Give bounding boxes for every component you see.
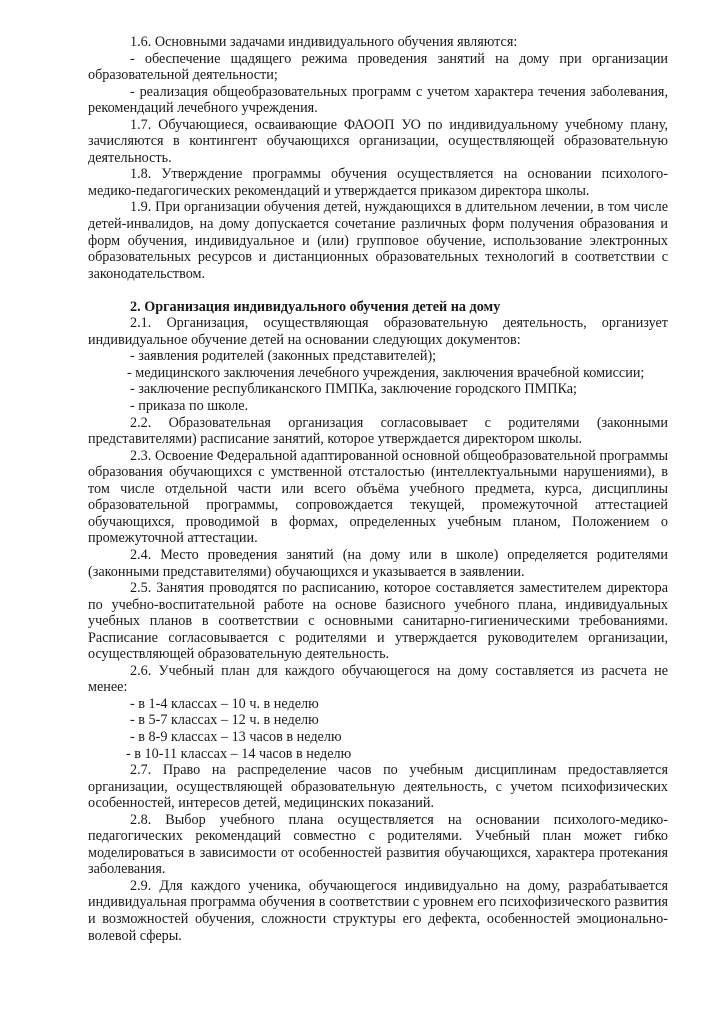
paragraph-1-6: 1.6. Основными задачами индивидуального обучения являются: [130,34,518,50]
section-2-heading: 2. Организация индивидуального обучения детей на дому [130,298,501,315]
paragraph-2-7: 2.7. Право на распределение часов по учебным дисциплинам предоставляется организации, осуществляющей образовательную деятельность, с учетом психофизических особенностей, интересов детей, медицинских показаний. [88,762,668,812]
paragraph-2-4: 2.4. Место проведения занятий (на дому или в школе) определяется родителями (законными представителями) обучающихся и указывается в заявлении. [88,546,668,580]
paragraph-1-8: 1.8. Утверждение программы обучения осуществляется на основании психолого-медико-педагогических рекомендаций и утверждается приказом директора школы. [88,166,668,199]
paragraph-2-3: 2.3. Освоение Федеральной адаптированной основной общеобразовательной программы образования обучающихся с умственной отсталостью (интеллектуальными нарушениями), в том числе отдельной части или всего объёма учебного предмета, курса, дисциплины образовательной программы, сопровождается текущей, промежуточной аттестацией обучающихся, проводимой в формах, определенных учебным планом, Положением о промежуточной аттестации. [88,447,668,547]
paragraph-2-1: 2.1. Организация, осуществляющая образовательную деятельность, организует индивидуальное обучение детей на основании следующих документов: [88,315,668,348]
paragraph-1-7: 1.7. Обучающиеся, осваивающие ФАООП УО по индивидуальному учебному плану, зачисляются в контингент обучающихся организации, осуществляющей образовательную деятельность. [88,116,668,166]
list-item: - заявления родителей (законных представителей); [130,348,437,365]
paragraph-1-9: 1.9. При организации обучения детей, нуждающихся в длительном лечении, в том числе детей-инвалидов, на дому допускается сочетание различных форм получения образования и форм обучения, индивидуальное и (или) групповое обучение, использование электронных образовательных ресурсов и дистанционных образовательных технологий в соответствии с законодательством. [88,199,668,282]
list-item: - приказа по школе. [130,398,249,415]
paragraph-1-6-item-a: - обеспечение щадящего режима проведения занятий на дому при организации образовательной деятельности; [88,50,668,84]
paragraph-2-6: 2.6. Учебный план для каждого обучающегося на дому составляется из расчета не менее: [88,662,668,696]
paragraph-2-9: 2.9. Для каждого ученика, обучающегося индивидуально на дому, разрабатывается индивидуальная программа обучения в соответствии с уровнем его психофизического развития и возможностей обучения, сложности структуры его дефекта, особенностей эмоционально-волевой сферы. [88,877,668,944]
list-item: - заключение республиканского ПМПКа, заключение городского ПМПКа; [130,381,577,398]
paragraph-2-8: 2.8. Выбор учебного плана осуществляется на основании психолого-медико-педагогических рекомендаций совместно с родителями. Учебный план может гибко моделироваться в зависимости от особенностей развития обучающихся, характера протекания заболевания. [88,811,668,878]
list-item: - в 8-9 классах – 13 часов в неделю [130,728,342,745]
list-item: - в 1-4 классах – 10 ч. в неделю [130,695,319,712]
document-page [88,34,668,944]
paragraph-2-2: 2.2. Образовательная организация согласовывает с родителями (законными представителями) расписание занятий, которое утверждается директором школы. [88,414,668,448]
paragraph-2-5: 2.5. Занятия проводятся по расписанию, которое составляется заместителем директора по учебно-воспитательной работе на основе базисного учебного плана, индивидуальных учебных планов в соответствии с основными санитарно-гигиеническими требованиями. Расписание согласовывается с родителями и утверждается руководителем организации, осуществляющей образовательную деятельность. [88,580,668,663]
blank-line [88,282,668,299]
paragraph-1-6-item-b: - реализация общеобразовательных программ с учетом характера течения заболевания, рекомендаций лечебного учреждения. [88,83,668,117]
list-item: - медицинского заключения лечебного учреждения, заключения врачебной комиссии; [127,364,645,381]
list-item: - в 5-7 классах – 12 ч. в неделю [130,712,319,729]
list-item: - в 10-11 классах – 14 часов в неделю [126,745,352,762]
